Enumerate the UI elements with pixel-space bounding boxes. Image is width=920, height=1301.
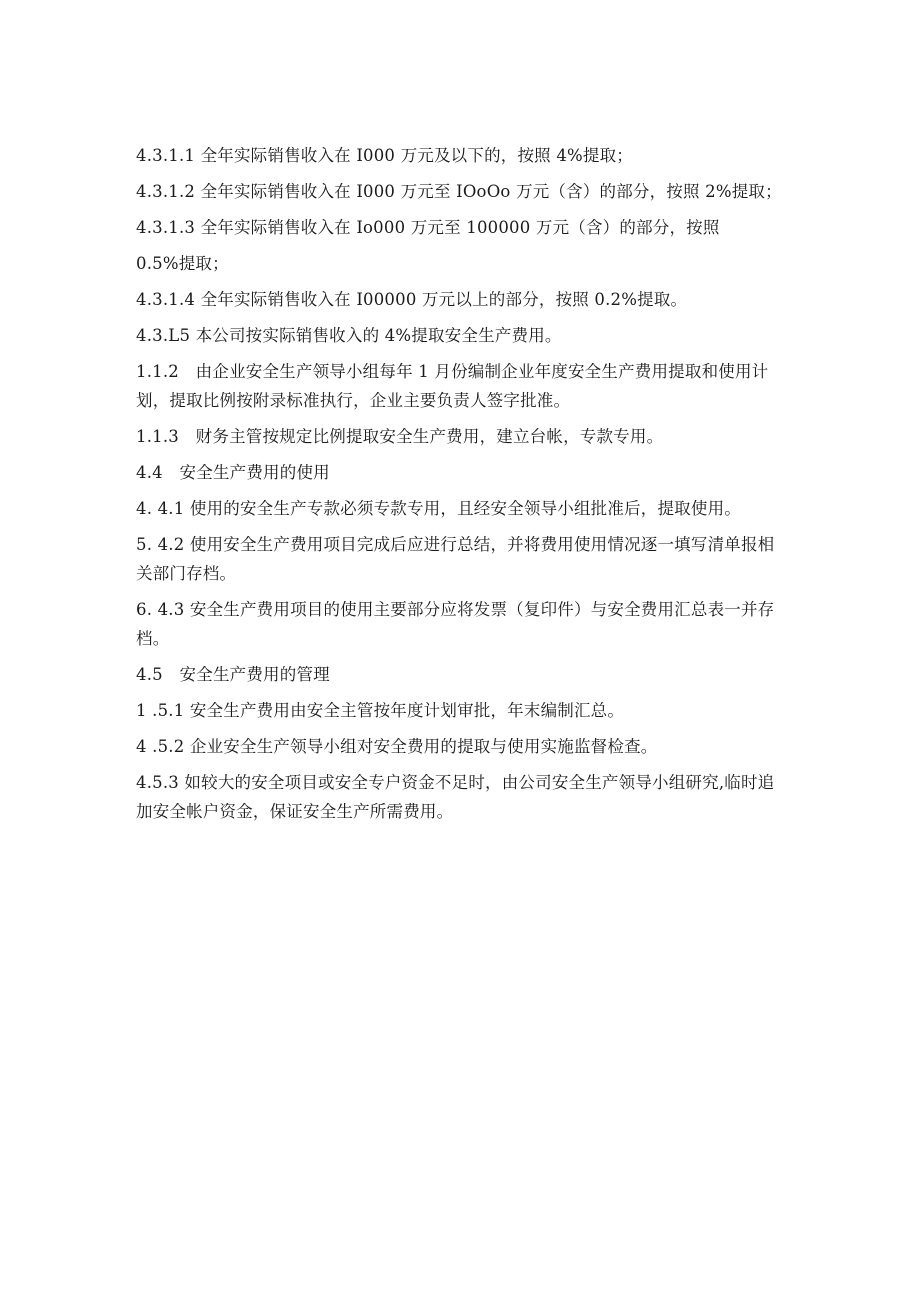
- paragraph-4-3-1-4: 4.3.1.4 全年实际销售收入在 I00000 万元以上的部分，按照 0.2%提取。: [136, 290, 688, 309]
- heading-4-4: 4.4 安全生产费用的使用: [136, 463, 330, 482]
- document-body: [136, 141, 786, 833]
- paragraph-1-1-3: 1.1.3 财务主管按规定比例提取安全生产费用，建立台帐，专款专用。: [136, 427, 664, 446]
- paragraph-4-3-1-3-continued: 0.5%提取；: [136, 254, 229, 273]
- paragraph-4-4-3: 6. 4.3 安全生产费用项目的使用主要部分应将发票（复印件）与安全费用汇总表一并存档。: [136, 600, 775, 648]
- paragraph-1-1-2: 1.1.2 由企业安全生产领导小组每年 1 月份编制企业年度安全生产费用提取和使用计划，提取比例按附录标准执行，企业主要负责人签字批准。: [136, 362, 769, 410]
- paragraph-4-3-1-2: 4.3.1.2 全年实际销售收入在 I000 万元至 IOoOo 万元（含）的部分，按照 2%提取；: [136, 182, 782, 201]
- paragraph-4-3-1-1: 4.3.1.1 全年实际销售收入在 I000 万元及以下的，按照 4%提取；: [136, 146, 633, 165]
- paragraph-4-5-3: 4.5.3 如较大的安全项目或安全专户资金不足时，由公司安全生产领导小组研究,临时追加安全帐户资金，保证安全生产所需费用。: [136, 773, 775, 821]
- heading-4-5: 4.5 安全生产费用的管理: [136, 665, 330, 684]
- paragraph-4-3-1-3: 4.3.1.3 全年实际销售收入在 Io000 万元至 100000 万元（含）的部分，按照: [136, 218, 720, 237]
- paragraph-4-3-1-5: 4.3.L5 本公司按实际销售收入的 4%提取安全生产费用。: [136, 326, 562, 345]
- paragraph-4-4-1: 4. 4.1 使用的安全生产专款必须专款专用，且经安全领导小组批准后，提取使用。: [136, 499, 741, 518]
- paragraph-4-5-1: 1 .5.1 安全生产费用由安全主管按年度计划审批，年末编制汇总。: [136, 701, 625, 720]
- paragraph-4-5-2: 4 .5.2 企业安全生产领导小组对安全费用的提取与使用实施监督检查。: [136, 737, 658, 756]
- paragraph-4-4-2: 5. 4.2 使用安全生产费用项目完成后应进行总结，并将费用使用情况逐一填写清单报相关部门存档。: [136, 535, 775, 583]
